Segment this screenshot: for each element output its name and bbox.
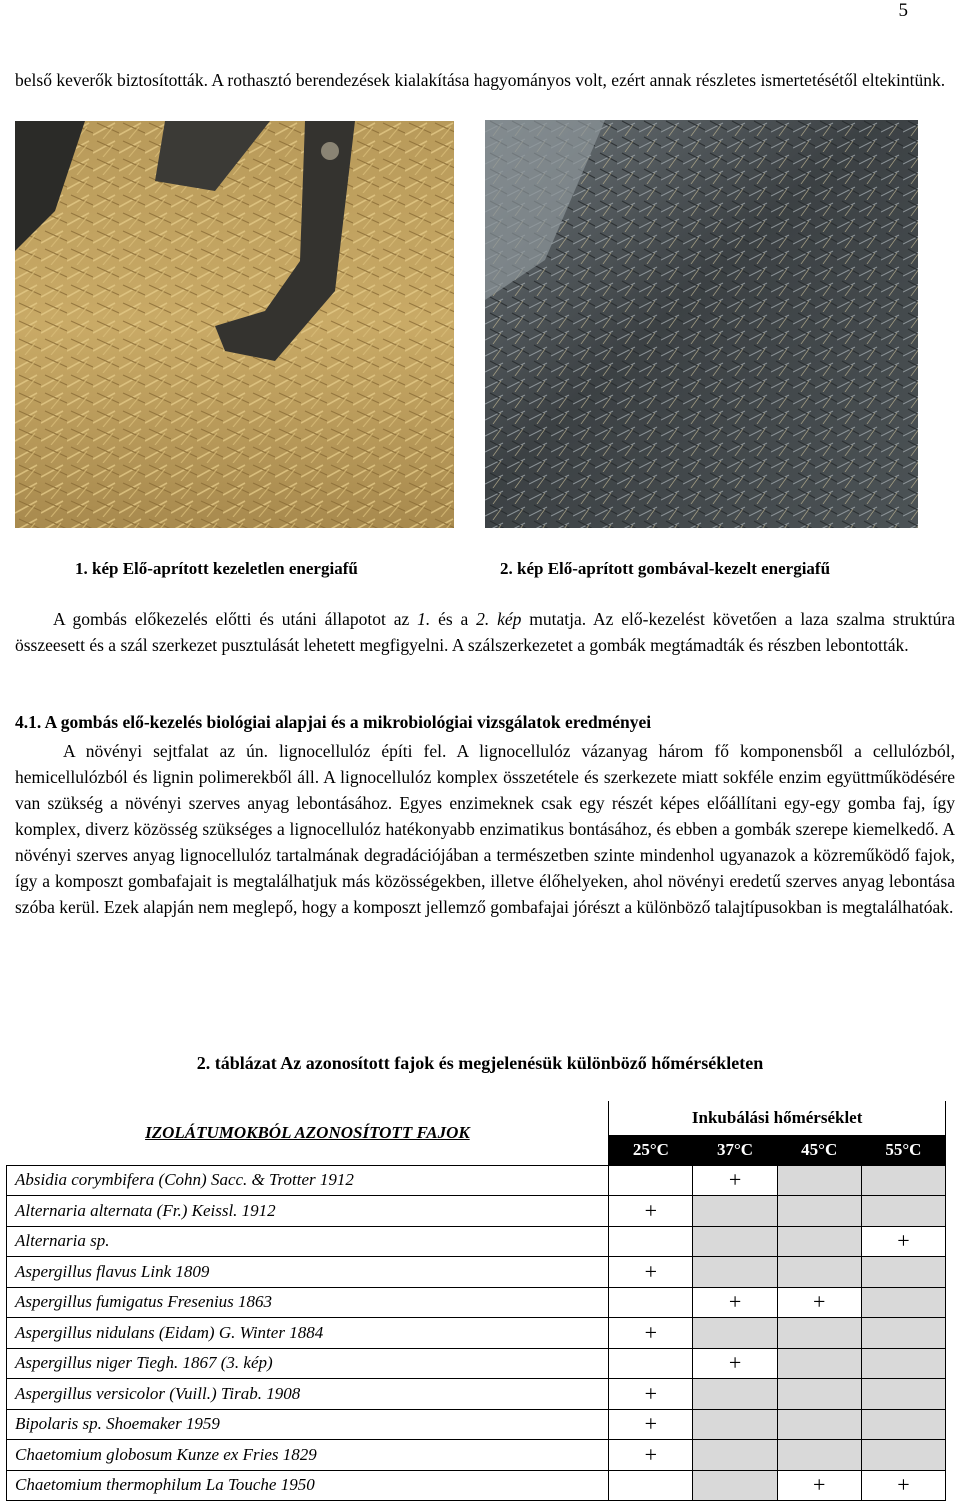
presence-cell: + [693, 1165, 777, 1196]
figure-paragraph-text: és a [430, 609, 477, 629]
presence-cell [777, 1226, 861, 1257]
table-row [7, 1318, 946, 1349]
presence-cell [609, 1165, 693, 1196]
species-name: Absidia corymbifera (Cohn) Sacc. & Trotter 1912 [7, 1165, 609, 1196]
presence-cell [609, 1470, 693, 1501]
table-row [7, 1440, 946, 1471]
presence-cell [777, 1257, 861, 1288]
presence-cell [861, 1257, 945, 1288]
table-title: 2. táblázat Az azonosított fajok és megjelenésük különböző hőmérsékleten [196, 1053, 764, 1073]
presence-cell: + [777, 1287, 861, 1318]
temperature-header: 25°C [609, 1135, 693, 1165]
presence-cell [861, 1379, 945, 1410]
table-left-header: IZOLÁTUMOKBÓL AZONOSÍTOTT FAJOK [7, 1101, 609, 1165]
presence-cell [777, 1348, 861, 1379]
presence-cell [609, 1287, 693, 1318]
presence-cell: + [609, 1318, 693, 1349]
presence-cell [861, 1318, 945, 1349]
intro-paragraph: belső keverők biztosították. A rothasztó berendezések kialakítása hagyományos volt, ezért annak részletes ismertetésétől eltekintünk. [15, 70, 946, 90]
table-row [7, 1348, 946, 1379]
presence-cell [777, 1440, 861, 1471]
figure-2-caption: 2. kép Elő-aprított gombával-kezelt energiafű [500, 559, 831, 578]
table-row [7, 1409, 946, 1440]
presence-cell [861, 1196, 945, 1227]
table-group-header: Inkubálási hőmérséklet [609, 1101, 946, 1135]
figure-1-caption: 1. kép Elő-aprított kezeletlen energiafű [75, 559, 358, 578]
table-row [7, 1165, 946, 1196]
presence-cell [693, 1318, 777, 1349]
species-table [6, 1101, 946, 1501]
presence-cell: + [609, 1257, 693, 1288]
presence-cell: + [609, 1196, 693, 1227]
species-name: Aspergillus niger Tiegh. 1867 (3. kép) [7, 1348, 609, 1379]
presence-cell: + [861, 1226, 945, 1257]
presence-cell [777, 1196, 861, 1227]
presence-cell [609, 1226, 693, 1257]
figure-paragraph [15, 606, 955, 658]
untreated-grass-photo [15, 121, 454, 528]
species-name: Chaetomium globosum Kunze ex Fries 1829 [7, 1440, 609, 1471]
page-number: 5 [898, 0, 908, 21]
presence-cell [777, 1409, 861, 1440]
table-row [7, 1287, 946, 1318]
presence-cell [861, 1165, 945, 1196]
species-name: Alternaria sp. [7, 1226, 609, 1257]
presence-cell: + [693, 1287, 777, 1318]
temperature-header: 55°C [861, 1135, 945, 1165]
species-name: Alternaria alternata (Fr.) Keissl. 1912 [7, 1196, 609, 1227]
presence-cell [693, 1257, 777, 1288]
section-heading: 4.1. A gombás elő-kezelés biológiai alapjai és a mikrobiológiai vizsgálatok eredményei [15, 712, 652, 732]
presence-cell: + [609, 1379, 693, 1410]
presence-cell [693, 1226, 777, 1257]
section-body: A növényi sejtfalat az ún. lignocellulóz építi fel. A lignocellulóz vázanyag három fő komponensből a cellulózból, hemicellulózból és lignin polimerekből áll. A lignocellulóz komplex összetétele és szerkezete miatt sokféle enzim együttműködésére van szükség a növényi szerves anyag lebontásához. Egyes enzimeknek csak egy részét képes előállítani egy-egy gomba faj, így komplex, diverz közösség szükséges a lignocellulóz hatékonyabb enzimatikus bontásához, és ebben a gombák szerepe kiemelkedő. A növényi szerves anyag lignocellulóz tartalmának degradációjában a természetben szinte mindenhol ugyanazok a közreműködő fajok, így a komposzt gombafajait is megtalálhatjuk más közösségekben, illetve élőhelyeken, ahol növényi eredetű szerves anyag lebontása szóba kerül. Ezek alapján nem meglepő, hogy a komposzt jellemző gombafajai jórészt a különböző talajtípusokban is megtalálhatóak. [15, 741, 955, 917]
presence-cell [777, 1165, 861, 1196]
presence-cell [693, 1196, 777, 1227]
presence-cell [861, 1287, 945, 1318]
presence-cell [693, 1379, 777, 1410]
figure-ref-2: 2. kép [476, 609, 522, 629]
presence-cell [693, 1409, 777, 1440]
presence-cell [861, 1440, 945, 1471]
presence-cell: + [609, 1440, 693, 1471]
presence-cell: + [693, 1348, 777, 1379]
presence-cell [777, 1318, 861, 1349]
presence-cell [693, 1440, 777, 1471]
table-row [7, 1470, 946, 1501]
presence-cell [693, 1470, 777, 1501]
presence-cell: + [609, 1409, 693, 1440]
figure-paragraph-text: A gombás előkezelés előtti és utáni állapotot az [53, 609, 418, 629]
treated-grass-photo [485, 120, 918, 528]
species-name: Chaetomium thermophilum La Touche 1950 [7, 1470, 609, 1501]
presence-cell [861, 1409, 945, 1440]
species-name: Bipolaris sp. Shoemaker 1959 [7, 1409, 609, 1440]
species-name: Aspergillus flavus Link 1809 [7, 1257, 609, 1288]
presence-cell [609, 1348, 693, 1379]
table-row [7, 1226, 946, 1257]
figure-paragraph-text: mutatja. Az elő-kezelést követően a laza szalma struktúra összeesett és a szál szerkezet pusztulását lehetett megfigyelni. A szálszerkezetet a gombák megtámadták és részben lebontották. [15, 609, 955, 655]
table-row [7, 1257, 946, 1288]
temperature-header: 37°C [693, 1135, 777, 1165]
table-row [7, 1196, 946, 1227]
table-row [7, 1379, 946, 1410]
species-name: Aspergillus nidulans (Eidam) G. Winter 1884 [7, 1318, 609, 1349]
species-name: Aspergillus versicolor (Vuill.) Tirab. 1908 [7, 1379, 609, 1410]
species-name: Aspergillus fumigatus Fresenius 1863 [7, 1287, 609, 1318]
presence-cell [777, 1379, 861, 1410]
figure-ref-1: 1. [417, 609, 431, 629]
presence-cell: + [861, 1470, 945, 1501]
presence-cell [861, 1348, 945, 1379]
species-rows [7, 1165, 946, 1501]
presence-cell: + [777, 1470, 861, 1501]
temperature-header: 45°C [777, 1135, 861, 1165]
